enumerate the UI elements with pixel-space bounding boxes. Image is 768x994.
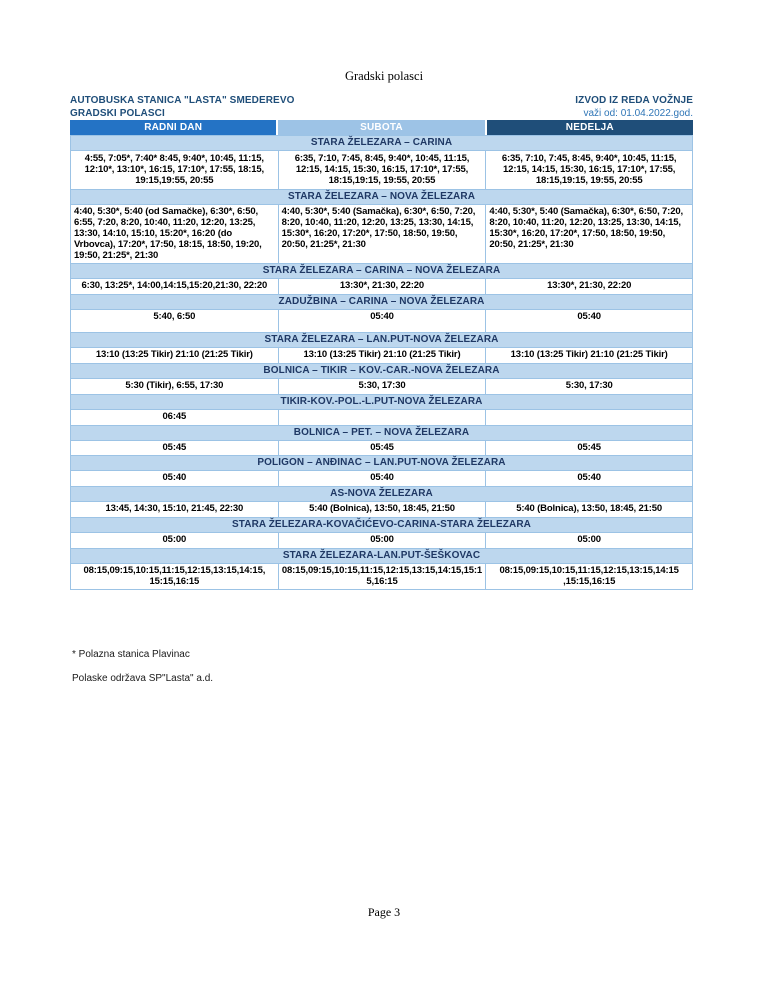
times-radni-dan: 5:30 (Tikir), 6:55, 17:30 [70,379,278,394]
day-header-nedelja: NEDELJA [487,120,693,135]
times-nedelja: 4:40, 5:30*, 5:40 (Samačka), 6:30*, 6:50, 7:20, 8:20, 10:40, 11:20, 12:20, 13:25, 13:30, 14:15, 15:30*, 16:20, 17:20*, 17:50, 18:50, 19:50, 20:50, 21:25*, 21:30 [485,205,693,263]
times-subota: 05:00 [278,533,486,548]
times-row [70,440,693,456]
times-row [70,470,693,486]
times-nedelja: 5:40 (Bolnica), 13:50, 18:45, 21:50 [485,502,693,517]
route-header: STARA ŽELEZARA – CARINA [70,135,693,150]
times-row [70,347,693,363]
times-subota: 6:35, 7:10, 7:45, 8:45, 9:40*, 10:45, 11:15, 12:15, 14:15, 15:30, 16:15, 17:10*, 17:55, 18:15,19:15, 19:55, 20:55 [278,151,486,189]
times-radni-dan: 06:45 [70,410,278,425]
times-subota [278,410,486,425]
times-subota: 13:30*, 21:30, 22:20 [278,279,486,294]
times-radni-dan: 4:55, 7:05*, 7:40* 8:45, 9:40*, 10:45, 11:15, 12:10*, 13:10*, 16:15, 17:10*, 17:55, 18:15, 19:15,19:55, 20:55 [70,151,278,189]
times-radni-dan: 08:15,09:15,10:15,11:15,12:15,13:15,14:15, 15:15,16:15 [70,564,278,590]
extract-title: IZVOD IZ REDA VOŽNJE [575,95,693,106]
times-radni-dan: 05:45 [70,441,278,456]
footnote-departure-station: * Polazna stanica Plavinac [72,649,190,660]
route-header: BOLNICA – PET. – NOVA ŽELEZARA [70,425,693,440]
route-header: POLIGON – ANĐINAC – LAN.PUT-NOVA ŽELEZARA [70,455,693,470]
route-header: STARA ŽELEZARA – CARINA – NOVA ŽELEZARA [70,263,693,278]
times-nedelja [485,410,693,425]
times-subota: 05:40 [278,471,486,486]
station-name: AUTOBUSKA STANICA "LASTA" SMEDEREVO [70,95,295,106]
times-row [70,409,693,425]
times-radni-dan: 05:40 [70,471,278,486]
times-nedelja: 6:35, 7:10, 7:45, 8:45, 9:40*, 10:45, 11:15, 12:15, 14:15, 15:30, 16:15, 17:10*, 17:55, 18:15,19:15, 19:55, 20:55 [485,151,693,189]
times-row [70,204,693,263]
document-title: Gradski polasci [344,69,424,83]
day-header-subota: SUBOTA [278,120,484,135]
timetable [70,120,693,590]
times-radni-dan: 13:45, 14:30, 15:10, 21:45, 22:30 [70,502,278,517]
times-radni-dan: 6:30, 13:25*, 14:00,14:15,15:20,21:30, 22:20 [70,279,278,294]
times-subota: 5:40 (Bolnica), 13:50, 18:45, 21:50 [278,502,486,517]
times-row [70,532,693,548]
times-row [70,150,693,189]
times-row [70,309,693,332]
times-radni-dan: 4:40, 5:30*, 5:40 (od Samačke), 6:30*, 6:50, 6:55, 7:20, 8:20, 10:40, 11:20, 12:20, 13:25, 13:30, 14:10, 15:10, 15:20*, 16:20 (do Vrbovca), 17:20*, 17:50, 18:15, 18:50, 19:20, 19:50, 21:25*, 21:30 [70,205,278,263]
times-nedelja: 5:30, 17:30 [485,379,693,394]
route-header: TIKIR-KOV.-POL.-L.PUT-NOVA ŽELEZARA [70,394,693,409]
times-nedelja: 05:40 [485,310,693,332]
times-subota: 08:15,09:15,10:15,11:15,12:15,13:15,14:15,15:15,16:15 [278,564,486,590]
route-header: STARA ŽELEZARA – NOVA ŽELEZARA [70,189,693,204]
times-nedelja: 13:30*, 21:30, 22:20 [485,279,693,294]
times-nedelja: 05:45 [485,441,693,456]
times-nedelja: 13:10 (13:25 Tikir) 21:10 (21:25 Tikir) [485,348,693,363]
times-radni-dan: 05:00 [70,533,278,548]
footnotes [72,649,213,685]
times-subota: 13:10 (13:25 Tikir) 21:10 (21:25 Tikir) [278,348,486,363]
times-nedelja: 08:15,09:15,10:15,11:15,12:15,13:15,14:15 ,15:15,16:15 [485,564,693,590]
times-radni-dan: 13:10 (13:25 Tikir) 21:10 (21:25 Tikir) [70,348,278,363]
page-number: Page 3 [367,905,401,919]
route-header: STARA ŽELEZARA – LAN.PUT-NOVA ŽELEZARA [70,332,693,347]
schedule-type: GRADSKI POLASCI [70,107,165,119]
times-nedelja: 05:40 [485,471,693,486]
times-row [70,378,693,394]
times-subota: 5:30, 17:30 [278,379,486,394]
route-header: AS-NOVA ŽELEZARA [70,486,693,501]
times-subota: 05:45 [278,441,486,456]
times-radni-dan: 5:40, 6:50 [70,310,278,332]
day-header-radni-dan: RADNI DAN [70,120,276,135]
times-subota: 05:40 [278,310,486,332]
route-header: STARA ŽELEZARA-LAN.PUT-ŠEŠKOVAC [70,548,693,563]
times-subota: 4:40, 5:30*, 5:40 (Samačka), 6:30*, 6:50, 7:20, 8:20, 10:40, 11:20, 12:20, 13:25, 13:30, 14:15, 15:30*, 16:20, 17:20*, 17:50, 18:50, 19:50, 20:50, 21:25*, 21:30 [278,205,486,263]
day-header-row [70,120,693,135]
route-header: STARA ŽELEZARA-KOVAČIĆEVO-CARINA-STARA ŽELEZARA [70,517,693,532]
valid-from-date: važi od: 01.04.2022.god. [583,107,693,119]
footnote-operator: Polaske održava SP"Lasta" a.d. [72,673,214,684]
times-row [70,278,693,294]
times-row [70,501,693,517]
route-header: ZADUŽBINA – CARINA – NOVA ŽELEZARA [70,294,693,309]
station-header [70,95,294,120]
times-row [70,563,693,590]
extract-header [575,95,693,120]
times-nedelja: 05:00 [485,533,693,548]
route-header: BOLNICA – TIKIR – KOV.-CAR.-NOVA ŽELEZARA [70,363,693,378]
page-header [70,95,693,120]
